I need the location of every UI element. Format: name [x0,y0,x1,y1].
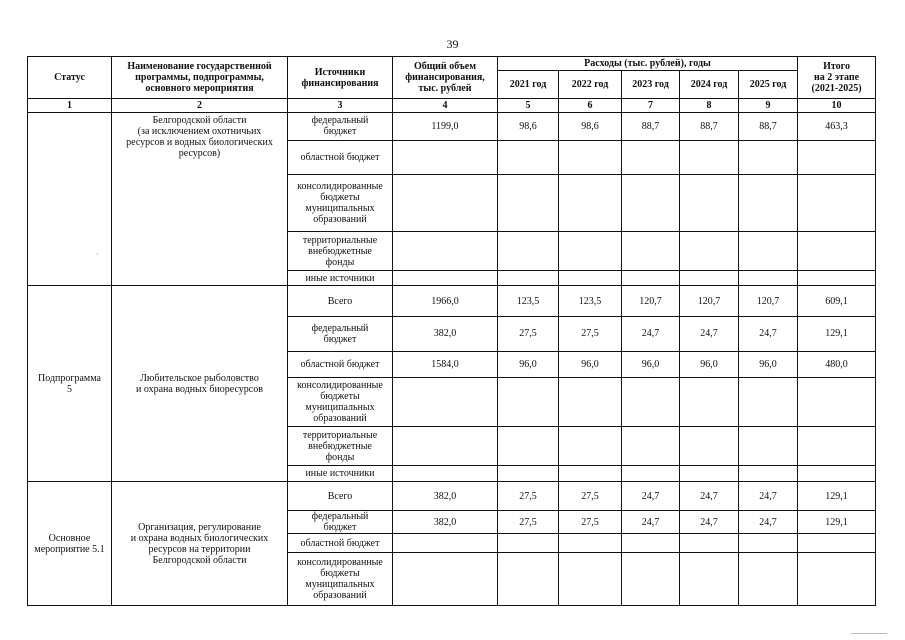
header-status: Статус [28,57,112,99]
column-number: 8 [680,99,739,113]
funding-source-cell: консолидированные бюджеты муниципальных образований [288,378,393,427]
year-expense-cell [622,427,680,466]
year-expense-cell [498,427,559,466]
year-expense-cell: 98,6 [559,113,622,141]
year-expense-cell [680,175,739,232]
table-header [28,57,876,113]
year-expense-cell [739,427,798,466]
status-cell: Подпрограмма 5 [28,286,112,482]
header-year: 2021 год [498,71,559,99]
total-funding-cell: 382,0 [393,511,498,534]
year-expense-cell [559,175,622,232]
header-year: 2023 год [622,71,680,99]
year-expense-cell [622,378,680,427]
year-expense-cell [622,140,680,175]
year-expense-cell [739,175,798,232]
year-expense-cell [680,534,739,552]
column-number: 6 [559,99,622,113]
year-expense-cell [680,466,739,482]
column-number: 2 [112,99,288,113]
year-expense-cell [498,552,559,605]
total-funding-cell [393,427,498,466]
year-expense-cell [739,271,798,286]
year-expense-cell: 24,7 [739,317,798,352]
total-funding-cell: 1199,0 [393,113,498,141]
year-expense-cell [559,534,622,552]
year-expense-cell [739,466,798,482]
year-expense-cell [680,271,739,286]
header-year: 2024 год [680,71,739,99]
year-expense-cell: 120,7 [622,286,680,317]
funding-source-cell: иные источники [288,466,393,482]
header-source: Источники финансирования [288,57,393,99]
year-expense-cell: 24,7 [622,482,680,511]
year-expense-cell: 98,6 [498,113,559,141]
stage-total-cell: 129,1 [798,317,876,352]
year-expense-cell: 24,7 [680,482,739,511]
column-number: 7 [622,99,680,113]
total-funding-cell [393,271,498,286]
table-row [28,482,876,511]
year-expense-cell: 27,5 [498,317,559,352]
header-stage-total: Итого на 2 этапе (2021-2025) [798,57,876,99]
funding-source-cell: федеральный бюджет [288,317,393,352]
header-year: 2025 год [739,71,798,99]
year-expense-cell: 27,5 [559,511,622,534]
stage-total-cell: 463,3 [798,113,876,141]
total-funding-cell: 382,0 [393,317,498,352]
funding-source-cell: консолидированные бюджеты муниципальных образований [288,175,393,232]
column-number: 4 [393,99,498,113]
year-expense-cell: 24,7 [739,482,798,511]
total-funding-cell: 1584,0 [393,351,498,378]
funding-source-cell: областной бюджет [288,351,393,378]
stage-total-cell [798,232,876,271]
program-name-cell: Организация, регулирование и охрана водных биологических ресурсов на территории Белгородской области [112,482,288,606]
year-expense-cell: 88,7 [622,113,680,141]
year-expense-cell [559,271,622,286]
stage-total-cell [798,271,876,286]
header-year: 2022 год [559,71,622,99]
year-expense-cell [498,175,559,232]
year-expense-cell [739,552,798,605]
funding-source-cell: областной бюджет [288,534,393,552]
year-expense-cell [498,378,559,427]
budget-table [27,56,876,606]
stage-total-cell [798,378,876,427]
year-expense-cell: 27,5 [559,482,622,511]
year-expense-cell [680,427,739,466]
year-expense-cell [622,552,680,605]
total-funding-cell [393,552,498,605]
stage-total-cell [798,140,876,175]
year-expense-cell: 27,5 [498,511,559,534]
total-funding-cell [393,175,498,232]
total-funding-cell [393,534,498,552]
year-expense-cell [739,140,798,175]
column-number: 10 [798,99,876,113]
year-expense-cell [622,466,680,482]
year-expense-cell: 24,7 [622,317,680,352]
year-expense-cell: 123,5 [498,286,559,317]
year-expense-cell [498,271,559,286]
year-expense-cell: 27,5 [498,482,559,511]
year-expense-cell [498,466,559,482]
total-funding-cell [393,378,498,427]
year-expense-cell [498,534,559,552]
funding-source-cell: территориальные внебюджетные фонды [288,427,393,466]
stage-total-cell: 129,1 [798,511,876,534]
header-total-funding: Общий объем финансирования, тыс. рублей [393,57,498,99]
year-expense-cell [498,140,559,175]
column-number: 9 [739,99,798,113]
year-expense-cell [622,271,680,286]
year-expense-cell: 120,7 [680,286,739,317]
total-funding-cell: 1966,0 [393,286,498,317]
column-number: 3 [288,99,393,113]
stage-total-cell: 480,0 [798,351,876,378]
scan-speck: · [96,250,99,259]
year-expense-cell [739,534,798,552]
stage-total-cell [798,175,876,232]
column-number: 5 [498,99,559,113]
funding-source-cell: федеральный бюджет [288,511,393,534]
year-expense-cell [559,140,622,175]
page-number: 39 [446,37,459,51]
year-expense-cell: 88,7 [680,113,739,141]
scan-mark [851,633,887,636]
year-expense-cell [739,378,798,427]
funding-source-cell: Всего [288,482,393,511]
total-funding-cell [393,466,498,482]
year-expense-cell [559,466,622,482]
year-expense-cell [680,232,739,271]
column-number: 1 [28,99,112,113]
stage-total-cell: 129,1 [798,482,876,511]
funding-source-cell: федеральный бюджет [288,113,393,141]
year-expense-cell [680,378,739,427]
year-expense-cell [622,534,680,552]
year-expense-cell: 96,0 [680,351,739,378]
year-expense-cell [559,378,622,427]
year-expense-cell: 123,5 [559,286,622,317]
stage-total-cell [798,552,876,605]
funding-source-cell: консолидированные бюджеты муниципальных образований [288,552,393,605]
program-name-cell: Белгородской области (за исключением охотничьих ресурсов и водных биологических ресурсов) [112,113,288,286]
year-expense-cell: 27,5 [559,317,622,352]
total-funding-cell: 382,0 [393,482,498,511]
header-name: Наименование государственной программы, подпрограммы, основного мероприятия [112,57,288,99]
funding-source-cell: иные источники [288,271,393,286]
stage-total-cell [798,534,876,552]
table-row [28,286,876,317]
year-expense-cell [622,175,680,232]
funding-source-cell: Всего [288,286,393,317]
status-cell [28,113,112,286]
stage-total-cell [798,466,876,482]
year-expense-cell [680,552,739,605]
header-expenses: Расходы (тыс. рублей), годы [498,57,798,71]
year-expense-cell: 96,0 [559,351,622,378]
status-cell: Основное мероприятие 5.1 [28,482,112,606]
table-row [28,113,876,141]
year-expense-cell: 88,7 [739,113,798,141]
year-expense-cell: 96,0 [622,351,680,378]
table-body [28,113,876,606]
program-name-cell: Любительское рыболовство и охрана водных биоресурсов [112,286,288,482]
total-funding-cell [393,232,498,271]
funding-source-cell: областной бюджет [288,140,393,175]
stage-total-cell: 609,1 [798,286,876,317]
year-expense-cell [680,140,739,175]
year-expense-cell: 24,7 [680,511,739,534]
column-number-row [28,99,876,113]
funding-source-cell: территориальные внебюджетные фонды [288,232,393,271]
year-expense-cell [559,232,622,271]
year-expense-cell: 24,7 [739,511,798,534]
total-funding-cell [393,140,498,175]
year-expense-cell [498,232,559,271]
year-expense-cell: 24,7 [622,511,680,534]
year-expense-cell [739,232,798,271]
year-expense-cell [559,427,622,466]
year-expense-cell [622,232,680,271]
year-expense-cell: 120,7 [739,286,798,317]
year-expense-cell: 96,0 [498,351,559,378]
year-expense-cell: 24,7 [680,317,739,352]
year-expense-cell [559,552,622,605]
year-expense-cell: 96,0 [739,351,798,378]
stage-total-cell [798,427,876,466]
